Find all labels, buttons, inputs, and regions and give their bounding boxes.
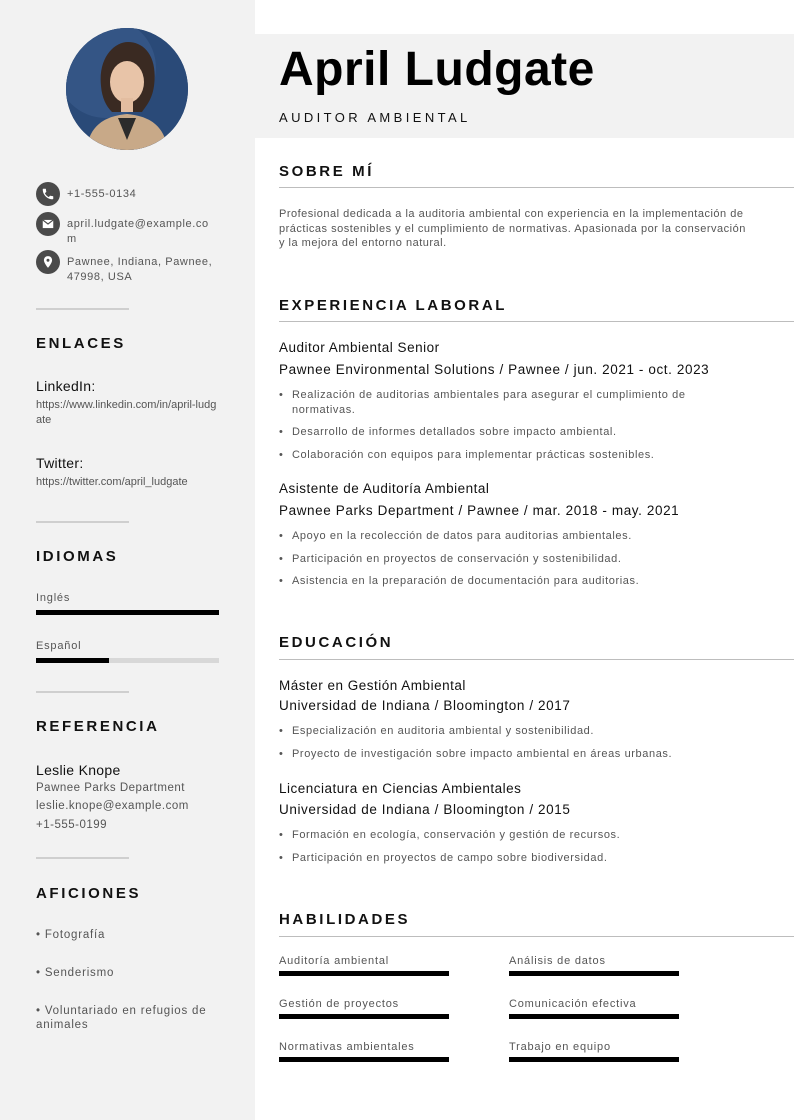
about-text: Profesional dedicada a la auditoria ambiental con experiencia en la implementación de prácticas sostenibles y el cumplimiento de normativas. Apasionada por la conservación y la mejora del entorno natural. (279, 208, 746, 249)
language-level-bar (36, 610, 219, 615)
skill-name: Gestión de proyectos (279, 998, 399, 1010)
education-subtitle: Universidad de Indiana / Bloomington / 2015 (279, 802, 571, 817)
education-bullets (279, 828, 749, 873)
experience-subtitle: Pawnee Parks Department / Pawnee / mar. 2018 - may. 2021 (279, 503, 680, 518)
divider (36, 691, 129, 693)
phone-text: +1-555-0134 (67, 188, 137, 200)
skill-name: Comunicación efectiva (509, 998, 637, 1010)
skill-name: Trabajo en equipo (509, 1041, 611, 1053)
linkedin-link[interactable]: https://www.linkedin.com/in/april-ludgate (36, 399, 217, 426)
hobby-item: • Fotografía (36, 929, 106, 941)
skill-name: Normativas ambientales (279, 1041, 415, 1053)
reference-phone: +1-555-0199 (36, 819, 108, 831)
section-rule (279, 659, 794, 660)
language-name: Español (36, 640, 82, 652)
divider (36, 857, 129, 859)
bullet-item: • Colaboración con equipos para implementar prácticas sostenibles. (279, 448, 749, 463)
contact-phone (36, 182, 215, 206)
language-level-bar (36, 658, 219, 663)
education-title: Licenciatura en Ciencias Ambientales (279, 781, 522, 796)
about-heading: SOBRE MÍ (279, 163, 374, 180)
skill-level-bar (509, 1057, 679, 1062)
address-text: Pawnee, Indiana, Pawnee, 47998, USA (67, 256, 213, 283)
bullet-item: • Especialización en auditoria ambiental y sostenibilidad. (279, 724, 749, 739)
contact-address (36, 250, 215, 285)
language-level-fill (36, 610, 219, 615)
phone-icon (36, 182, 60, 206)
bullet-item: • Desarrollo de informes detallados sobre impacto ambiental. (279, 425, 749, 440)
bullet-item: • Proyecto de investigación sobre impacto ambiental en áreas urbanas. (279, 747, 749, 762)
skill-item (509, 1041, 679, 1062)
links-heading: ENLACES (36, 335, 126, 352)
reference-heading: REFERENCIA (36, 718, 160, 735)
profile-photo (66, 28, 188, 150)
reference-org: Pawnee Parks Department (36, 782, 185, 794)
hobby-item: • Voluntariado en refugios de animales (36, 1005, 207, 1031)
skill-item (279, 998, 449, 1019)
bullet-item: • Asistencia en la preparación de documentación para auditorias. (279, 574, 749, 589)
bullet-item: • Realización de auditorias ambientales para asegurar el cumplimiento de normativas. (279, 388, 749, 417)
skill-item (279, 1041, 449, 1062)
linkedin-label: LinkedIn: (36, 378, 96, 394)
skill-level-bar (279, 1057, 449, 1062)
experience-subtitle: Pawnee Environmental Solutions / Pawnee / jun. 2021 - oct. 2023 (279, 362, 710, 377)
skill-item (509, 955, 679, 976)
person-name: April Ludgate (279, 43, 595, 96)
education-subtitle: Universidad de Indiana / Bloomington / 2017 (279, 698, 571, 713)
skill-level-bar (279, 971, 449, 976)
reference-email[interactable]: leslie.knope@example.com (36, 800, 189, 812)
language-name: Inglés (36, 592, 71, 604)
language-level-fill (36, 658, 109, 663)
bullet-item: • Participación en proyectos de campo sobre biodiversidad. (279, 851, 749, 866)
bullet-item: • Formación en ecología, conservación y gestión de recursos. (279, 828, 749, 843)
skills-heading: HABILIDADES (279, 911, 411, 928)
bullet-item: • Apoyo en la recolección de datos para auditorias ambientales. (279, 529, 749, 544)
section-rule (279, 936, 794, 937)
skill-level-bar (279, 1014, 449, 1019)
section-rule (279, 321, 794, 322)
divider (36, 308, 129, 310)
skill-item (279, 955, 449, 976)
hobbies-heading: AFICIONES (36, 885, 142, 902)
experience-bullets (279, 529, 749, 597)
skill-name: Auditoría ambiental (279, 955, 389, 967)
job-title: AUDITOR AMBIENTAL (279, 110, 471, 125)
location-pin-icon (36, 250, 60, 274)
divider (36, 521, 129, 523)
education-heading: EDUCACIÓN (279, 634, 394, 651)
hobby-item: • Senderismo (36, 967, 115, 979)
languages-heading: IDIOMAS (36, 548, 119, 565)
skill-item (509, 998, 679, 1019)
bullet-item: • Participación en proyectos de conservación y sostenibilidad. (279, 552, 749, 567)
section-rule (279, 187, 794, 188)
contact-email (36, 212, 215, 247)
experience-title: Asistente de Auditoría Ambiental (279, 481, 490, 496)
skill-level-bar (509, 1014, 679, 1019)
experience-title: Auditor Ambiental Senior (279, 340, 440, 355)
experience-bullets (279, 388, 749, 470)
twitter-label: Twitter: (36, 455, 84, 471)
skill-level-bar (509, 971, 679, 976)
education-bullets (279, 724, 749, 769)
experience-heading: EXPERIENCIA LABORAL (279, 297, 508, 314)
education-title: Máster en Gestión Ambiental (279, 678, 466, 693)
email-icon (36, 212, 60, 236)
twitter-link[interactable]: https://twitter.com/april_ludgate (36, 476, 188, 488)
skill-name: Análisis de datos (509, 955, 606, 967)
email-text[interactable]: april.ludgate@example.com (67, 218, 209, 245)
reference-name: Leslie Knope (36, 762, 121, 778)
